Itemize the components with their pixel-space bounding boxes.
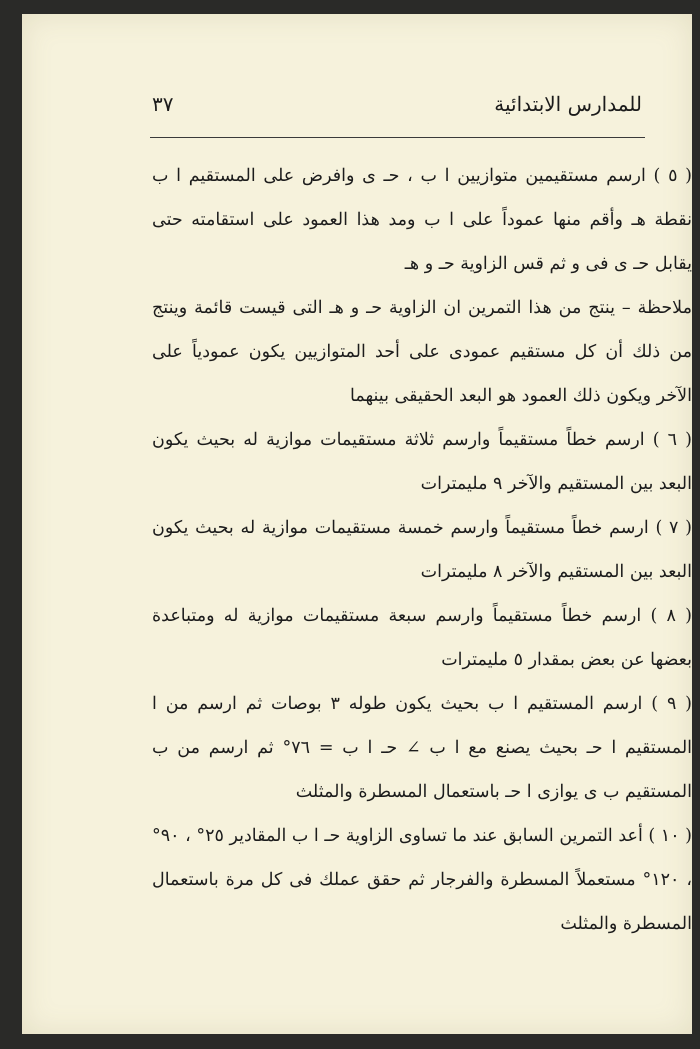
page-header (152, 92, 642, 132)
exercise-5: ( ٥ ) ارسم مستقيمين متوازيين ا ب ، حـ ى وافرض على المستقيم ا ب نقطة هـ وأقم منها عموداً على ا ب ومد هذا العمود على استقامته حتى يقابل حـ ى فى و ثم قس الزاوية حـ و هـ (152, 166, 692, 274)
header-divider (150, 137, 645, 138)
exercise-9: ( ٩ ) ارسم المستقيم ا ب بحيث يكون طوله ٣ بوصات ثم ارسم من ا المستقيم ا حـ بحيث يصنع مع ا ب ∠ حـ ا ب = ٧٦° ثم ارسم من ب المستقيم ب ى يوازى ا حـ باستعمال المسطرة والمثلث (152, 694, 693, 802)
note-paragraph: ملاحظة – ينتج من هذا التمرين ان الزاوية حـ و هـ التى قيست قائمة وينتج من ذلك أن كل مستقيم عمودى على أحد المتوازيين يكون عمودياً على الآخر ويكون ذلك العمود هو البعد الحقيقى بينهما (152, 298, 692, 406)
exercise-8: ( ٨ ) ارسم خطاً مستقيماً وارسم سبعة مستقيمات موازية له ومتباعدة بعضها عن بعض بمقدار ٥ مليمترات (152, 606, 692, 670)
running-title: للمدارس الابتدائية (494, 92, 642, 116)
exercise-7: ( ٧ ) ارسم خطاً مستقيماً وارسم خمسة مستقيمات موازية له بحيث يكون البعد بين المستقيم والآخر ٨ مليمترات (152, 518, 693, 582)
exercise-10: ( ١٠ ) أعد التمرين السابق عند ما تساوى الزاوية حـ ا ب المقادير ٢٥° ، ٩٠° ، ١٢٠° مستعملاً المسطرة والفرجار ثم حقق عملك فى كل مرة باستعمال المسطرة والمثلث (152, 826, 693, 934)
page-number: ٣٧ (152, 92, 174, 116)
book-page (22, 14, 692, 1034)
exercise-6: ( ٦ ) ارسم خطاً مستقيماً وارسم ثلاثة مستقيمات موازية له بحيث يكون البعد بين المستقيم والآخر ٩ مليمترات (152, 430, 692, 494)
page-body (152, 154, 692, 946)
